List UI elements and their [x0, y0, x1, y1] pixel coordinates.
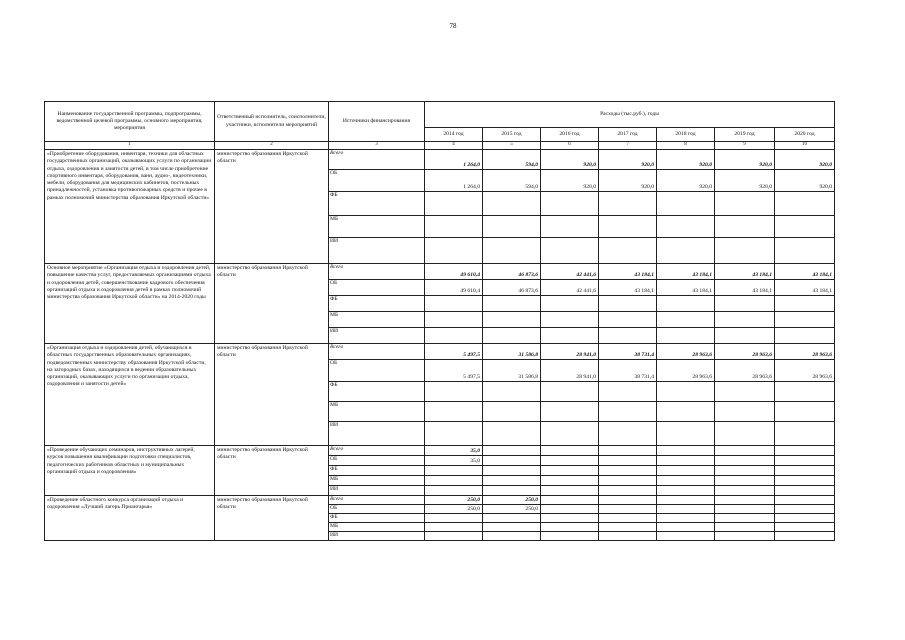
funding-source: МБ	[329, 476, 425, 486]
header-executor: Ответственный исполнитель, соисполнители, участники, исполнители мероприятий	[215, 102, 329, 142]
amount-cell	[657, 476, 715, 486]
amount-cell	[483, 216, 541, 238]
amount-cell: 250,0	[425, 505, 483, 514]
amount-cell	[657, 402, 715, 422]
amount-cell: 31 586,8	[483, 344, 541, 360]
amount-cell	[775, 328, 835, 344]
amount-cell	[775, 216, 835, 238]
amount-cell	[657, 486, 715, 496]
amount-cell: 43 184,1	[599, 264, 657, 280]
amount-cell: 250,0	[483, 496, 541, 505]
amount-cell: 5 497,5	[425, 344, 483, 360]
amount-cell	[775, 312, 835, 328]
amount-cell	[715, 216, 775, 238]
table-row	[45, 496, 835, 505]
amount-cell	[599, 532, 657, 541]
amount-cell	[541, 505, 599, 514]
responsible-executor: министерство образования Иркутской области	[215, 344, 329, 446]
amount-cell	[483, 402, 541, 422]
amount-cell	[657, 382, 715, 402]
amount-cell	[599, 466, 657, 476]
amount-cell	[599, 514, 657, 523]
amount-cell	[541, 486, 599, 496]
funding-source: ОБ	[329, 360, 425, 382]
amount-cell: 250,0	[425, 496, 483, 505]
column-number: 3	[329, 142, 425, 150]
amount-cell: 43 184,1	[599, 280, 657, 296]
amount-cell	[599, 328, 657, 344]
amount-cell	[483, 296, 541, 312]
funding-source: ИИ	[329, 328, 425, 344]
amount-cell	[541, 446, 599, 456]
amount-cell	[599, 505, 657, 514]
amount-cell	[541, 296, 599, 312]
amount-cell	[599, 238, 657, 264]
amount-cell	[541, 523, 599, 532]
amount-cell	[541, 422, 599, 446]
amount-cell	[775, 456, 835, 466]
amount-cell: 28 963,6	[657, 360, 715, 382]
responsible-executor: министерство образования Иркутской области	[215, 150, 329, 264]
amount-cell	[715, 514, 775, 523]
activity-description: «Приобретение оборудования, инвентаря, техники для областных государственных организаций, оказывающих услуги по организации отдыха, оздоровления и занятости детей, в том числе приобретение спортивного инвентаря, оборудования, ванн, аудио-, видеотехники, мебели, оборудования для медицинских кабинетов, постельных принадлежностей, установка противопожарных средств и прочее в рамках полномочий министерства образования Иркутской области»	[45, 150, 215, 264]
amount-cell: 920,0	[599, 170, 657, 192]
amount-cell	[425, 532, 483, 541]
amount-cell	[541, 496, 599, 505]
amount-cell	[775, 496, 835, 505]
funding-source: ФБ	[329, 382, 425, 402]
table-row	[45, 344, 835, 360]
funding-source: МБ	[329, 523, 425, 532]
amount-cell	[425, 328, 483, 344]
amount-cell	[425, 422, 483, 446]
amount-cell: 43 184,1	[657, 264, 715, 280]
header-year: 2019 год	[715, 128, 775, 142]
amount-cell	[657, 446, 715, 456]
amount-cell: 43 184,1	[715, 264, 775, 280]
amount-cell: 28 963,6	[715, 360, 775, 382]
amount-cell: 46 873,6	[483, 280, 541, 296]
amount-cell	[425, 466, 483, 476]
amount-cell: 38 731,4	[599, 360, 657, 382]
amount-cell	[599, 312, 657, 328]
amount-cell	[657, 523, 715, 532]
funding-source: МБ	[329, 402, 425, 422]
amount-cell	[599, 402, 657, 422]
funding-source: ИИ	[329, 238, 425, 264]
funding-source: ОБ	[329, 280, 425, 296]
amount-cell	[483, 466, 541, 476]
column-number: 2	[215, 142, 329, 150]
finance-table	[44, 101, 835, 541]
amount-cell: 28 941,0	[541, 344, 599, 360]
amount-cell	[715, 523, 775, 532]
amount-cell: 28 963,6	[775, 360, 835, 382]
amount-cell	[483, 476, 541, 486]
amount-cell	[599, 476, 657, 486]
amount-cell	[775, 505, 835, 514]
funding-source: ИИ	[329, 486, 425, 496]
amount-cell	[599, 486, 657, 496]
table-row	[45, 150, 835, 170]
amount-cell: 594,0	[483, 170, 541, 192]
amount-cell	[599, 216, 657, 238]
amount-cell: 920,0	[657, 170, 715, 192]
amount-cell	[483, 328, 541, 344]
amount-cell	[425, 486, 483, 496]
amount-cell	[715, 456, 775, 466]
amount-cell	[425, 402, 483, 422]
amount-cell	[483, 312, 541, 328]
amount-cell	[715, 296, 775, 312]
funding-source: Всего	[329, 264, 425, 280]
funding-source: ИИ	[329, 532, 425, 541]
amount-cell	[541, 238, 599, 264]
amount-cell: 920,0	[715, 170, 775, 192]
amount-cell	[775, 532, 835, 541]
amount-cell	[483, 446, 541, 456]
funding-source: Всего	[329, 150, 425, 170]
amount-cell: 920,0	[715, 150, 775, 170]
amount-cell: 920,0	[541, 150, 599, 170]
amount-cell	[483, 486, 541, 496]
amount-cell	[599, 422, 657, 446]
amount-cell	[541, 382, 599, 402]
amount-cell	[775, 446, 835, 456]
header-year: 2018 год	[657, 128, 715, 142]
amount-cell	[775, 382, 835, 402]
amount-cell: 35,0	[425, 446, 483, 456]
amount-cell: 920,0	[775, 150, 835, 170]
amount-cell	[775, 402, 835, 422]
funding-source: ОБ	[329, 170, 425, 192]
amount-cell	[483, 523, 541, 532]
amount-cell	[657, 238, 715, 264]
amount-cell	[715, 192, 775, 216]
funding-source: ФБ	[329, 296, 425, 312]
amount-cell: 49 610,4	[425, 280, 483, 296]
amount-cell: 920,0	[541, 170, 599, 192]
header-year: 2020 год	[775, 128, 835, 142]
amount-cell	[657, 422, 715, 446]
amount-cell	[657, 514, 715, 523]
header-year: 2016 год	[541, 128, 599, 142]
table-body	[45, 150, 835, 541]
amount-cell	[657, 296, 715, 312]
amount-cell: 38 731,4	[599, 344, 657, 360]
funding-source: ФБ	[329, 466, 425, 476]
header-year: 2017 год	[599, 128, 657, 142]
amount-cell	[483, 192, 541, 216]
header-year: 2014 год	[425, 128, 483, 142]
activity-description: «Проведение областного конкурса организаций отдыха и оздоровления «Лучший лагерь Приангарья»	[45, 496, 215, 541]
funding-source: МБ	[329, 216, 425, 238]
amount-cell: 35,0	[425, 456, 483, 466]
funding-source: Всего	[329, 446, 425, 456]
amount-cell: 28 963,6	[775, 344, 835, 360]
amount-cell	[775, 238, 835, 264]
amount-cell: 28 941,0	[541, 360, 599, 382]
amount-cell	[715, 422, 775, 446]
amount-cell: 920,0	[657, 150, 715, 170]
amount-cell	[775, 476, 835, 486]
funding-source: ФБ	[329, 514, 425, 523]
amount-cell	[715, 382, 775, 402]
amount-cell	[425, 312, 483, 328]
amount-cell: 49 610,4	[425, 264, 483, 280]
amount-cell: 46 873,6	[483, 264, 541, 280]
amount-cell	[425, 523, 483, 532]
amount-cell	[483, 532, 541, 541]
amount-cell	[541, 532, 599, 541]
amount-cell	[483, 238, 541, 264]
amount-cell	[715, 312, 775, 328]
activity-description: «Проведение обучающих семинаров, инструктивных лагерей, курсов повышения квалификации подготовки специалистов, педагогических работников областных и муниципальных организаций отдыха и оздоровления»	[45, 446, 215, 496]
amount-cell	[425, 382, 483, 402]
table-row	[45, 446, 835, 456]
activity-description: «Организация отдыха и оздоровления детей, обучающихся в областных государственных образовательных организациях, подведомственных министерству образования Иркутской области, на загородных базах, находящихся в ведении образовательных организаций, оказывающих услуги по организации отдыха, оздоровления и занятости детей»	[45, 344, 215, 446]
amount-cell: 43 184,1	[775, 280, 835, 296]
amount-cell	[715, 402, 775, 422]
amount-cell	[425, 476, 483, 486]
amount-cell	[425, 192, 483, 216]
column-number: 9	[715, 142, 775, 150]
column-number: 5	[483, 142, 541, 150]
funding-source: ОБ	[329, 456, 425, 466]
amount-cell	[657, 328, 715, 344]
header-sources: Источники финансирования	[329, 102, 425, 142]
amount-cell	[425, 296, 483, 312]
amount-cell: 1 264,0	[425, 150, 483, 170]
column-number: 4	[425, 142, 483, 150]
amount-cell	[541, 402, 599, 422]
amount-cell	[775, 486, 835, 496]
amount-cell	[657, 456, 715, 466]
amount-cell	[775, 523, 835, 532]
funding-source: ФБ	[329, 192, 425, 216]
amount-cell	[599, 382, 657, 402]
column-number: 10	[775, 142, 835, 150]
header-expenses: Расходы (тыс.руб.), годы	[425, 102, 835, 128]
amount-cell	[425, 514, 483, 523]
amount-cell: 43 184,1	[657, 280, 715, 296]
amount-cell	[715, 446, 775, 456]
column-number: 8	[657, 142, 715, 150]
amount-cell: 920,0	[599, 150, 657, 170]
amount-cell	[483, 422, 541, 446]
amount-cell	[425, 238, 483, 264]
amount-cell	[483, 382, 541, 402]
header-name: Наименование государственной программы, подпрограммы, ведомственной целевой программы, основного мероприятия, мероприятия	[45, 102, 215, 142]
funding-source: ИИ	[329, 422, 425, 446]
column-number: 7	[599, 142, 657, 150]
amount-cell: 920,0	[775, 170, 835, 192]
amount-cell: 43 184,1	[715, 280, 775, 296]
amount-cell: 42 441,6	[541, 264, 599, 280]
amount-cell	[541, 312, 599, 328]
amount-cell	[715, 496, 775, 505]
amount-cell	[599, 496, 657, 505]
header-year: 2015 год	[483, 128, 541, 142]
amount-cell	[715, 328, 775, 344]
amount-cell	[775, 466, 835, 476]
amount-cell	[599, 456, 657, 466]
amount-cell	[657, 532, 715, 541]
column-number: 6	[541, 142, 599, 150]
amount-cell	[775, 422, 835, 446]
amount-cell: 594,0	[483, 150, 541, 170]
amount-cell	[599, 192, 657, 216]
responsible-executor: министерство образования Иркутской области	[215, 446, 329, 496]
amount-cell	[657, 505, 715, 514]
amount-cell	[541, 514, 599, 523]
finance-table-container	[44, 101, 834, 541]
amount-cell: 5 497,5	[425, 360, 483, 382]
amount-cell	[775, 296, 835, 312]
responsible-executor: министерство образования Иркутской области	[215, 496, 329, 541]
amount-cell: 28 963,6	[715, 344, 775, 360]
funding-source: МБ	[329, 312, 425, 328]
amount-cell	[541, 192, 599, 216]
amount-cell	[715, 476, 775, 486]
amount-cell	[541, 216, 599, 238]
amount-cell	[775, 192, 835, 216]
amount-cell	[715, 238, 775, 264]
funding-source: ОБ	[329, 505, 425, 514]
amount-cell	[715, 486, 775, 496]
amount-cell	[657, 216, 715, 238]
amount-cell: 42 441,6	[541, 280, 599, 296]
amount-cell	[541, 466, 599, 476]
amount-cell: 43 184,1	[775, 264, 835, 280]
amount-cell	[775, 514, 835, 523]
amount-cell	[599, 296, 657, 312]
amount-cell	[541, 456, 599, 466]
amount-cell: 31 586,8	[483, 360, 541, 382]
amount-cell	[599, 446, 657, 456]
amount-cell: 1 264,0	[425, 170, 483, 192]
amount-cell	[541, 328, 599, 344]
amount-cell	[657, 192, 715, 216]
amount-cell: 250,0	[483, 505, 541, 514]
amount-cell	[425, 216, 483, 238]
activity-description: Основное мероприятие «Организация отдыха и оздоровления детей, повышение качества услуг, предоставляемых организациями отдыха и оздоровления детей, совершенствование кадрового обеспечения организаций отдыха и оздоровления детей в рамках полномочий министерства образования Иркутской области» на 2014-2020 годы	[45, 264, 215, 344]
funding-source: Всего	[329, 496, 425, 505]
page-number: 78	[449, 22, 457, 30]
amount-cell	[715, 532, 775, 541]
amount-cell	[599, 523, 657, 532]
amount-cell	[657, 496, 715, 505]
column-number: 1	[45, 142, 215, 150]
table-row	[45, 264, 835, 280]
amount-cell: 28 963,6	[657, 344, 715, 360]
funding-source: Всего	[329, 344, 425, 360]
amount-cell	[715, 505, 775, 514]
amount-cell	[483, 514, 541, 523]
amount-cell	[541, 476, 599, 486]
amount-cell	[715, 466, 775, 476]
amount-cell	[483, 456, 541, 466]
responsible-executor: министерство образования Иркутской области	[215, 264, 329, 344]
amount-cell	[657, 466, 715, 476]
amount-cell	[657, 312, 715, 328]
